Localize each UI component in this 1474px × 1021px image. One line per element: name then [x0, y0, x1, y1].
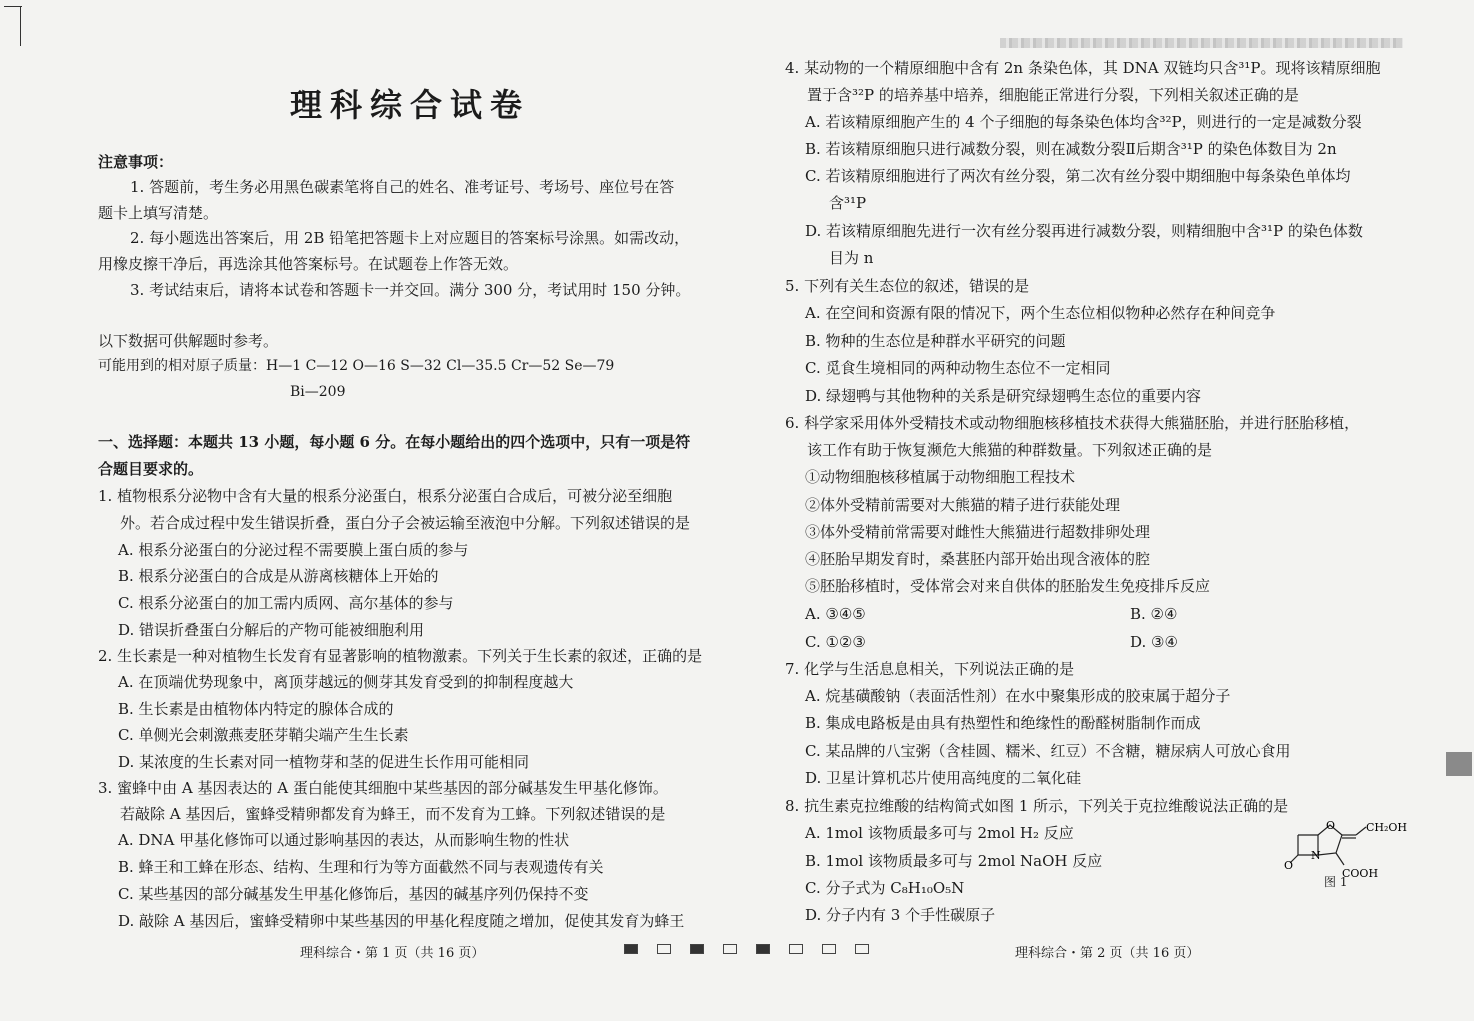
question-line: 4. 某动物的一个精原细胞中含有 2n 条染色体，其 DNA 双链均只含³¹P。现将该精原细胞 — [785, 59, 1381, 77]
atom-n: N — [1311, 849, 1321, 862]
mark — [690, 944, 704, 954]
mark — [657, 944, 671, 954]
mark — [624, 944, 638, 954]
option-line: D. 若该精原细胞先进行一次有丝分裂再进行减数分裂，则精细胞中含³¹P 的染色体数 — [805, 222, 1363, 240]
structure-diagram — [1284, 815, 1424, 885]
statement-line: ①动物细胞核移植属于动物细胞工程技术 — [805, 468, 1076, 486]
notice-line: 1. 答题前，考生务必用黑色碳素笔将自己的姓名、准考证号、考场号、座位号在答 — [130, 178, 675, 196]
notice-line: 2. 每小题选出答案后，用 2B 铅笔把答题卡上对应题目的答案标号涂黑。如需改动， — [130, 229, 690, 247]
clavulanic-acid-structure — [1284, 815, 1424, 895]
atom-o: O — [1284, 859, 1294, 872]
option-line: A. 在顶端优势现象中，离顶芽越远的侧芽其发育受到的抑制程度越大 — [118, 673, 574, 691]
question-line: 置于含³²P 的培养基中培养，细胞能正常进行分裂，下列相关叙述正确的是 — [807, 86, 1299, 104]
atom-o: O — [1326, 819, 1336, 832]
option-line: D. 敲除 A 基因后，蜜蜂受精卵中某些基因的甲基化程度随之增加，促使其发育为蜂王 — [118, 912, 685, 930]
page-footer: 理科综合・第 1 页（共 16 页） — [300, 946, 485, 961]
mark — [723, 944, 737, 954]
atomic-masses: 可能用到的相对原子质量：H—1 C—12 O—16 S—32 Cl—35.5 Cr—52 Se—79 — [98, 358, 615, 374]
section-heading: 一、选择题：本题共 13 小题，每小题 6 分。在每小题给出的四个选项中，只有一项是符 — [98, 433, 691, 451]
option-line: D. 某浓度的生长素对同一植物芽和茎的促进生长作用可能相同 — [118, 753, 530, 771]
option-line: D. 绿翅鸭与其他物种的关系是研究绿翅鸭生态位的重要内容 — [805, 387, 1202, 405]
option-line: 含³¹P — [829, 194, 867, 212]
option-line: C. 根系分泌蛋白的加工需内质网、高尔基体的参与 — [118, 594, 454, 612]
group-cooh: COOH — [1342, 867, 1379, 880]
question-line: 8. 抗生素克拉维酸的结构简式如图 1 所示，下列关于克拉维酸说法正确的是 — [785, 797, 1289, 815]
option-line: D. ③④ — [1130, 633, 1178, 651]
question-line: 1. 植物根系分泌物中含有大量的根系分泌蛋白，根系分泌蛋白合成后，可被分泌至细胞 — [98, 487, 673, 505]
figure-label: 图 1 — [1324, 875, 1348, 889]
option-line: 目为 n — [829, 249, 874, 267]
option-line: C. 觅食生境相同的两种动物生态位不一定相同 — [805, 359, 1111, 377]
option-line: C. ①②③ — [805, 633, 866, 651]
reference-intro: 以下数据可供解题时参考。 — [98, 332, 279, 350]
option-line: C. 若该精原细胞进行了两次有丝分裂，第二次有丝分裂中期细胞中每条染色单体均 — [805, 167, 1351, 185]
option-line: C. 分子式为 C₈H₁₀O₅N — [805, 879, 965, 897]
question-line: 6. 科学家采用体外受精技术或动物细胞核移植技术获得大熊猫胚胎，并进行胚胎移植， — [785, 414, 1360, 432]
option-line: B. 1mol 该物质最多可与 2mol NaOH 反应 — [805, 852, 1103, 870]
statement-line: ⑤胚胎移植时，受体常会对来自供体的胚胎发生免疫排斥反应 — [805, 577, 1211, 595]
page-footer: 理科综合・第 2 页（共 16 页） — [1015, 946, 1200, 961]
question-line: 2. 生长素是一种对植物生长发育有显著影响的植物激素。下列关于生长素的叙述，正确的是 — [98, 647, 703, 665]
option-line: B. ②④ — [1130, 605, 1178, 623]
statement-line: ②体外受精前需要对大熊猫的精子进行获能处理 — [805, 496, 1121, 514]
option-line: B. 物种的生态位是种群水平研究的问题 — [805, 332, 1066, 350]
option-line: B. 生长素是由植物体内特定的腺体合成的 — [118, 700, 394, 718]
option-line: A. 烷基磺酸钠（表面活性剂）在水中聚集形成的胶束属于超分子 — [805, 687, 1231, 705]
option-line: B. 蜂王和工蜂在形态、结构、生理和行为等方面截然不同与表观遗传有关 — [118, 858, 604, 876]
option-line: B. 若该精原细胞只进行减数分裂，则在减数分裂Ⅱ后期含³¹P 的染色体数目为 2n — [805, 140, 1337, 158]
option-line: A. DNA 甲基化修饰可以通过影响基因的表达，从而影响生物的性状 — [118, 831, 570, 849]
option-line: D. 卫星计算机芯片使用高纯度的二氧化硅 — [805, 769, 1082, 787]
question-line: 3. 蜜蜂中由 A 基因表达的 A 蛋白能使其细胞中某些基因的部分碱基发生甲基化修饰。 — [98, 779, 668, 797]
option-line: A. 根系分泌蛋白的分泌过程不需要膜上蛋白质的参与 — [118, 541, 469, 559]
question-line: 该工作有助于恢复濒危大熊猫的种群数量。下列叙述正确的是 — [807, 441, 1213, 459]
option-line: A. 若该精原细胞产生的 4 个子细胞的每条染色体均含³²P，则进行的一定是减数分裂 — [805, 113, 1362, 131]
option-line: C. 某些基因的部分碱基发生甲基化修饰后，基因的碱基序列仍保持不变 — [118, 885, 589, 903]
option-line: D. 错误折叠蛋白分解后的产物可能被细胞利用 — [118, 621, 425, 639]
notice-line: 题卡上填写清楚。 — [98, 204, 219, 222]
statement-line: ③体外受精前常需要对雌性大熊猫进行超数排卵处理 — [805, 523, 1151, 541]
section-heading-2: 合题目要求的。 — [98, 460, 204, 478]
group-ch2oh: CH₂OH — [1366, 821, 1408, 834]
crop-mark — [20, 6, 21, 46]
option-line: B. 集成电路板是由具有热塑性和绝缘性的酚醛树脂制作而成 — [805, 714, 1201, 732]
option-line: A. 1mol 该物质最多可与 2mol H₂ 反应 — [805, 824, 1074, 842]
option-line: B. 根系分泌蛋白的合成是从游离核糖体上开始的 — [118, 567, 439, 585]
question-line: 7. 化学与生活息息相关，下列说法正确的是 — [785, 660, 1075, 678]
question-line: 5. 下列有关生态位的叙述，错误的是 — [785, 277, 1030, 295]
notice-line: 3. 考试结束后，请将本试卷和答题卡一并交回。满分 300 分，考试用时 150 分钟。 — [130, 281, 691, 299]
page-title: 理科综合试卷 — [289, 86, 530, 124]
option-line: A. ③④⑤ — [805, 605, 866, 623]
notice-heading: 注意事项： — [98, 153, 174, 171]
option-line: D. 分子内有 3 个手性碳原子 — [805, 906, 996, 924]
option-line: A. 在空间和资源有限的情况下，两个生态位相似物种必然存在种间竞争 — [805, 304, 1276, 322]
notice-line: 用橡皮擦干净后，再选涂其他答案标号。在试题卷上作答无效。 — [98, 255, 519, 273]
option-line: C. 单侧光会刺激燕麦胚芽鞘尖端产生生长素 — [118, 726, 409, 744]
question-line: 外。若合成过程中发生错误折叠，蛋白分子会被运输至液泡中分解。下列叙述错误的是 — [120, 514, 691, 532]
statement-line: ④胚胎早期发育时，桑葚胚内部开始出现含液体的腔 — [805, 550, 1151, 568]
atomic-masses-2: Bi—209 — [290, 384, 346, 400]
question-line: 若敲除 A 基因后，蜜蜂受精卵都发育为蜂王，而不发育为工蜂。下列叙述错误的是 — [120, 805, 666, 823]
option-line: C. 某品牌的八宝粥（含桂圆、糯米、红豆）不含糖，糖尿病人可放心食用 — [805, 742, 1291, 760]
